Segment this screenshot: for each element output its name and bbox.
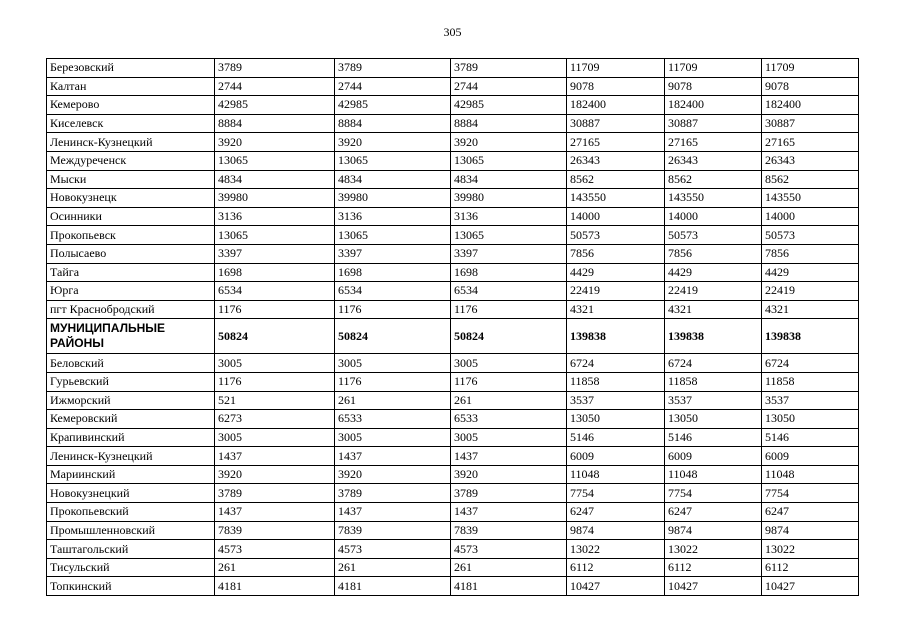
table-group-row	[47, 319, 859, 354]
row-name-cell: Таштагольский	[47, 540, 215, 559]
row-name-cell: Полысаево	[47, 244, 215, 263]
value-cell: 50824	[451, 319, 567, 354]
value-cell: 13065	[335, 226, 451, 245]
value-cell: 30887	[665, 114, 762, 133]
value-cell: 5146	[762, 428, 859, 447]
value-cell: 6112	[567, 558, 665, 577]
value-cell: 4573	[335, 540, 451, 559]
value-cell: 4181	[451, 577, 567, 596]
value-cell: 261	[451, 558, 567, 577]
table-row	[47, 170, 859, 189]
value-cell: 4429	[762, 263, 859, 282]
value-cell: 13022	[762, 540, 859, 559]
value-cell: 9078	[762, 77, 859, 96]
value-cell: 50573	[762, 226, 859, 245]
value-cell: 39980	[451, 189, 567, 208]
value-cell: 3537	[665, 391, 762, 410]
value-cell: 39980	[335, 189, 451, 208]
value-cell: 3920	[335, 465, 451, 484]
value-cell: 3920	[215, 465, 335, 484]
value-cell: 3920	[451, 465, 567, 484]
value-cell: 4429	[567, 263, 665, 282]
value-cell: 6534	[451, 282, 567, 301]
value-cell: 182400	[665, 96, 762, 115]
table-row	[47, 244, 859, 263]
table-row	[47, 96, 859, 115]
value-cell: 22419	[567, 282, 665, 301]
value-cell: 8562	[762, 170, 859, 189]
value-cell: 30887	[762, 114, 859, 133]
value-cell: 11709	[762, 59, 859, 78]
value-cell: 3005	[451, 354, 567, 373]
value-cell: 4834	[215, 170, 335, 189]
value-cell: 3397	[215, 244, 335, 263]
value-cell: 6112	[762, 558, 859, 577]
value-cell: 42985	[215, 96, 335, 115]
value-cell: 10427	[762, 577, 859, 596]
value-cell: 14000	[762, 207, 859, 226]
table-row	[47, 114, 859, 133]
value-cell: 22419	[665, 282, 762, 301]
value-cell: 9874	[567, 521, 665, 540]
value-cell: 3789	[335, 484, 451, 503]
table-row	[47, 521, 859, 540]
row-name-cell: Гурьевский	[47, 372, 215, 391]
row-name-cell: МУНИЦИПАЛЬНЫЕ РАЙОНЫ	[47, 319, 215, 354]
value-cell: 5146	[665, 428, 762, 447]
table-row	[47, 465, 859, 484]
value-cell: 3005	[335, 354, 451, 373]
value-cell: 30887	[567, 114, 665, 133]
value-cell: 13065	[335, 151, 451, 170]
value-cell: 182400	[762, 96, 859, 115]
row-name-cell: Междуреченск	[47, 151, 215, 170]
value-cell: 11048	[762, 465, 859, 484]
value-cell: 9874	[762, 521, 859, 540]
value-cell: 13050	[567, 410, 665, 429]
value-cell: 4429	[665, 263, 762, 282]
data-table	[46, 58, 859, 596]
value-cell: 6009	[665, 447, 762, 466]
value-cell: 6247	[665, 503, 762, 522]
table-row	[47, 447, 859, 466]
value-cell: 1437	[215, 447, 335, 466]
value-cell: 1437	[215, 503, 335, 522]
value-cell: 8562	[567, 170, 665, 189]
value-cell: 6247	[567, 503, 665, 522]
value-cell: 3920	[335, 133, 451, 152]
value-cell: 3789	[215, 484, 335, 503]
value-cell: 139838	[567, 319, 665, 354]
row-name-cell: пгт Краснобродский	[47, 300, 215, 319]
value-cell: 6273	[215, 410, 335, 429]
value-cell: 3005	[451, 428, 567, 447]
value-cell: 13065	[451, 151, 567, 170]
row-name-cell: Ижморский	[47, 391, 215, 410]
row-name-cell: Новокузнецкий	[47, 484, 215, 503]
value-cell: 2744	[215, 77, 335, 96]
table-row	[47, 282, 859, 301]
value-cell: 3789	[451, 484, 567, 503]
row-name-cell: Беловский	[47, 354, 215, 373]
value-cell: 4181	[335, 577, 451, 596]
value-cell: 13022	[665, 540, 762, 559]
row-name-cell: Тайга	[47, 263, 215, 282]
row-name-cell: Промышленновский	[47, 521, 215, 540]
row-name-cell: Калтан	[47, 77, 215, 96]
value-cell: 50824	[215, 319, 335, 354]
value-cell: 13065	[451, 226, 567, 245]
value-cell: 1176	[335, 300, 451, 319]
value-cell: 4181	[215, 577, 335, 596]
table-row	[47, 59, 859, 78]
value-cell: 261	[451, 391, 567, 410]
row-name-cell: Новокузнецк	[47, 189, 215, 208]
value-cell: 6533	[451, 410, 567, 429]
row-name-cell: Мариинский	[47, 465, 215, 484]
value-cell: 6533	[335, 410, 451, 429]
value-cell: 10427	[567, 577, 665, 596]
row-name-cell: Ленинск-Кузнецкий	[47, 447, 215, 466]
value-cell: 2744	[451, 77, 567, 96]
value-cell: 6534	[335, 282, 451, 301]
value-cell: 9874	[665, 521, 762, 540]
value-cell: 3397	[335, 244, 451, 263]
value-cell: 4321	[567, 300, 665, 319]
table-row	[47, 372, 859, 391]
row-name-cell: Топкинский	[47, 577, 215, 596]
value-cell: 7856	[762, 244, 859, 263]
value-cell: 7754	[762, 484, 859, 503]
value-cell: 8884	[215, 114, 335, 133]
value-cell: 7856	[665, 244, 762, 263]
value-cell: 3789	[335, 59, 451, 78]
value-cell: 13065	[215, 151, 335, 170]
value-cell: 6247	[762, 503, 859, 522]
value-cell: 143550	[762, 189, 859, 208]
table-row	[47, 540, 859, 559]
value-cell: 3920	[215, 133, 335, 152]
table-row	[47, 428, 859, 447]
value-cell: 261	[335, 391, 451, 410]
value-cell: 7754	[665, 484, 762, 503]
value-cell: 42985	[335, 96, 451, 115]
value-cell: 13050	[762, 410, 859, 429]
row-name-cell: Кемерово	[47, 96, 215, 115]
value-cell: 139838	[762, 319, 859, 354]
value-cell: 1176	[215, 300, 335, 319]
value-cell: 261	[215, 558, 335, 577]
value-cell: 3789	[215, 59, 335, 78]
value-cell: 182400	[567, 96, 665, 115]
value-cell: 8884	[335, 114, 451, 133]
value-cell: 3005	[215, 354, 335, 373]
value-cell: 1176	[451, 372, 567, 391]
table-row	[47, 558, 859, 577]
value-cell: 13065	[215, 226, 335, 245]
table-row	[47, 77, 859, 96]
value-cell: 6724	[665, 354, 762, 373]
value-cell: 7754	[567, 484, 665, 503]
value-cell: 1176	[335, 372, 451, 391]
value-cell: 50824	[335, 319, 451, 354]
value-cell: 11048	[567, 465, 665, 484]
table-row	[47, 151, 859, 170]
row-name-cell: Осинники	[47, 207, 215, 226]
row-name-cell: Прокопьевский	[47, 503, 215, 522]
value-cell: 27165	[567, 133, 665, 152]
value-cell: 7839	[335, 521, 451, 540]
table-row	[47, 226, 859, 245]
value-cell: 4834	[451, 170, 567, 189]
value-cell: 3136	[451, 207, 567, 226]
value-cell: 3397	[451, 244, 567, 263]
value-cell: 6112	[665, 558, 762, 577]
row-name-cell: Тисульский	[47, 558, 215, 577]
value-cell: 1437	[451, 503, 567, 522]
value-cell: 3136	[335, 207, 451, 226]
value-cell: 8884	[451, 114, 567, 133]
value-cell: 11858	[665, 372, 762, 391]
value-cell: 1437	[335, 503, 451, 522]
value-cell: 13022	[567, 540, 665, 559]
row-name-cell: Ленинск-Кузнецкий	[47, 133, 215, 152]
value-cell: 11858	[762, 372, 859, 391]
value-cell: 13050	[665, 410, 762, 429]
value-cell: 4573	[451, 540, 567, 559]
table-body	[47, 59, 859, 596]
table-row	[47, 207, 859, 226]
row-name-cell: Кемеровский	[47, 410, 215, 429]
value-cell: 4321	[762, 300, 859, 319]
value-cell: 39980	[215, 189, 335, 208]
table-row	[47, 410, 859, 429]
value-cell: 2744	[335, 77, 451, 96]
row-name-cell: Киселевск	[47, 114, 215, 133]
value-cell: 1698	[215, 263, 335, 282]
value-cell: 3005	[215, 428, 335, 447]
value-cell: 11709	[665, 59, 762, 78]
value-cell: 261	[335, 558, 451, 577]
value-cell: 6534	[215, 282, 335, 301]
value-cell: 143550	[665, 189, 762, 208]
value-cell: 42985	[451, 96, 567, 115]
table-row	[47, 133, 859, 152]
row-name-cell: Крапивинский	[47, 428, 215, 447]
value-cell: 27165	[665, 133, 762, 152]
row-name-cell: Мыски	[47, 170, 215, 189]
value-cell: 26343	[665, 151, 762, 170]
value-cell: 4573	[215, 540, 335, 559]
table-row	[47, 189, 859, 208]
table-row	[47, 577, 859, 596]
value-cell: 26343	[567, 151, 665, 170]
value-cell: 139838	[665, 319, 762, 354]
value-cell: 3789	[451, 59, 567, 78]
value-cell: 10427	[665, 577, 762, 596]
value-cell: 6724	[567, 354, 665, 373]
value-cell: 7839	[451, 521, 567, 540]
value-cell: 11709	[567, 59, 665, 78]
table-row	[47, 484, 859, 503]
value-cell: 6724	[762, 354, 859, 373]
value-cell: 3005	[335, 428, 451, 447]
value-cell: 14000	[665, 207, 762, 226]
value-cell: 14000	[567, 207, 665, 226]
value-cell: 143550	[567, 189, 665, 208]
value-cell: 7839	[215, 521, 335, 540]
value-cell: 50573	[665, 226, 762, 245]
value-cell: 8562	[665, 170, 762, 189]
value-cell: 1176	[215, 372, 335, 391]
value-cell: 1437	[335, 447, 451, 466]
row-name-cell: Березовский	[47, 59, 215, 78]
table-row	[47, 300, 859, 319]
table-row	[47, 263, 859, 282]
value-cell: 3537	[762, 391, 859, 410]
value-cell: 11858	[567, 372, 665, 391]
row-name-cell: Юрга	[47, 282, 215, 301]
value-cell: 4321	[665, 300, 762, 319]
value-cell: 26343	[762, 151, 859, 170]
value-cell: 3920	[451, 133, 567, 152]
value-cell: 50573	[567, 226, 665, 245]
value-cell: 22419	[762, 282, 859, 301]
value-cell: 4834	[335, 170, 451, 189]
table-row	[47, 354, 859, 373]
page-number: 305	[443, 25, 462, 39]
value-cell: 27165	[762, 133, 859, 152]
value-cell: 1437	[451, 447, 567, 466]
value-cell: 6009	[567, 447, 665, 466]
row-name-cell: Прокопьевск	[47, 226, 215, 245]
value-cell: 11048	[665, 465, 762, 484]
value-cell: 1698	[451, 263, 567, 282]
value-cell: 1698	[335, 263, 451, 282]
value-cell: 7856	[567, 244, 665, 263]
value-cell: 9078	[665, 77, 762, 96]
value-cell: 5146	[567, 428, 665, 447]
table-row	[47, 391, 859, 410]
value-cell: 9078	[567, 77, 665, 96]
value-cell: 3136	[215, 207, 335, 226]
value-cell: 6009	[762, 447, 859, 466]
value-cell: 521	[215, 391, 335, 410]
value-cell: 1176	[451, 300, 567, 319]
table-row	[47, 503, 859, 522]
value-cell: 3537	[567, 391, 665, 410]
